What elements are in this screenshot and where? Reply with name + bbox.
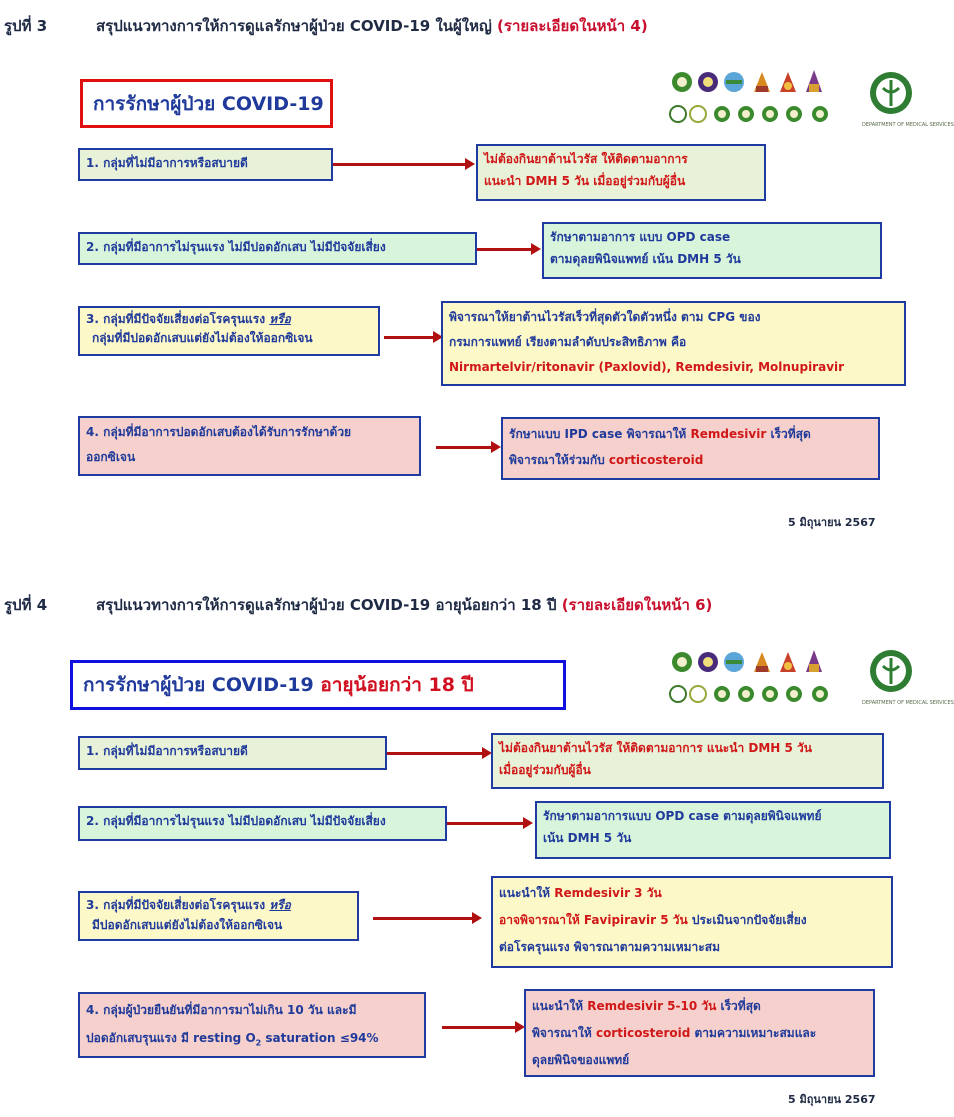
figure-3-title: สรุปแนวทางการให้การดูแลรักษาผู้ป่วย COVID-19 ในผู้ใหญ่ <box>96 17 498 35</box>
fig3-group-1-arrow <box>333 163 466 166</box>
fig3-date: 5 มิถุนายน 2567 <box>788 516 876 529</box>
figure-3-heading: การรักษาผู้ป่วย COVID-19 <box>80 79 333 128</box>
department-logo <box>862 70 954 130</box>
figure-4-title: สรุปแนวทางการให้การดูแลรักษาผู้ป่วย COVID-19 อายุน้อยกว่า 18 ปี <box>96 596 562 614</box>
fig4-group-4-treatment: แนะนำให้ Remdesivir 5-10 วัน เร็วที่สุด พิจารณาให้ corticosteroid ตามความเหมาะสมและ ดุลยพินิจของแพทย์ <box>524 989 875 1077</box>
partner-logos-icon <box>670 68 850 130</box>
figure-4-caption <box>4 593 712 617</box>
fig4-date: 5 มิถุนายน 2567 <box>788 1093 876 1106</box>
fig3-group-4-arrow <box>436 446 492 449</box>
department-of-medical-services-icon-2 <box>862 648 920 696</box>
department-of-medical-services-icon <box>862 70 920 118</box>
fig4-group-3-arrow <box>373 917 473 920</box>
ministry-logos-strip-2 <box>670 648 850 710</box>
partner-logos-icon-2 <box>670 648 850 710</box>
fig3-group-2-box: 2. กลุ่มที่มีอาการไม่รุนแรง ไม่มีปอดอักเสบ ไม่มีปัจจัยเสี่ยง <box>78 232 477 265</box>
fig4-group-1-box: 1. กลุ่มที่ไม่มีอาการหรือสบายดี <box>78 736 387 770</box>
fig4-group-3-box: 3. กลุ่มที่มีปัจจัยเสี่ยงต่อโรครุนแรง หรือ มีปอดอักเสบแต่ยังไม่ต้องให้ออกซิเจน <box>78 891 359 941</box>
figure-4-heading: การรักษาผู้ป่วย COVID-19 อายุน้อยกว่า 18 ปี <box>70 660 566 710</box>
figure-4-page-ref: (รายละเอียดในหน้า 6) <box>561 596 713 614</box>
ministry-logos-strip <box>670 68 850 130</box>
fig4-group-3-treatment: แนะนำให้ Remdesivir 3 วัน อาจพิจารณาให้ Favipiravir 5 วัน ประเมินจากปัจจัยเสี่ยง ต่อโรครุนแรง พิจารณาตามความเหมาะสม <box>491 876 893 968</box>
fig4-group-2-arrow <box>447 822 524 825</box>
figure-3-label: รูปที่ 3 <box>4 17 48 35</box>
figure-3-page-ref: (รายละเอียดในหน้า 4) <box>497 17 648 35</box>
fig4-group-2-box: 2. กลุ่มที่มีอาการไม่รุนแรง ไม่มีปอดอักเสบ ไม่มีปัจจัยเสี่ยง <box>78 806 447 841</box>
figure-3-caption <box>4 14 648 38</box>
fig4-group-1-arrow <box>387 752 483 755</box>
figure-4-label: รูปที่ 4 <box>4 596 48 614</box>
fig4-group-1-treatment: ไม่ต้องกินยาต้านไวรัส ให้ติดตามอาการ แนะนำ DMH 5 วัน เมื่ออยู่ร่วมกับผู้อื่น <box>491 733 884 789</box>
fig3-group-2-treatment: รักษาตามอาการ แบบ OPD case ตามดุลยพินิจแพทย์ เน้น DMH 5 วัน <box>542 222 882 279</box>
department-caption-2: DEPARTMENT OF MEDICAL SERVICES <box>862 700 954 706</box>
fig4-group-4-box: 4. กลุ่มผู้ป่วยยืนยันที่มีอาการมาไม่เกิน 10 วัน และมี ปอดอักเสบรุนแรง มี resting $O_2$ saturation ≤94% <box>78 992 426 1058</box>
fig3-group-1-treatment: ไม่ต้องกินยาต้านไวรัส ให้ติดตามอาการ แนะนำ DMH 5 วัน เมื่ออยู่ร่วมกับผู้อื่น <box>476 144 766 201</box>
fig3-group-4-treatment: รักษาแบบ IPD case พิจารณาให้ Remdesivir เร็วที่สุด พิจารณาให้ร่วมกับ corticosteroid <box>501 417 880 480</box>
fig3-group-3-box: 3. กลุ่มที่มีปัจจัยเสี่ยงต่อโรครุนแรง หรือ กลุ่มที่มีปอดอักเสบแต่ยังไม่ต้องให้ออกซิเจน <box>78 306 380 356</box>
department-logo-2 <box>862 648 954 708</box>
fig3-group-3-arrow <box>384 336 434 339</box>
fig3-group-1-box: 1. กลุ่มที่ไม่มีอาการหรือสบายดี <box>78 148 333 181</box>
fig4-group-2-treatment: รักษาตามอาการแบบ OPD case ตามดุลยพินิจแพทย์ เน้น DMH 5 วัน <box>535 801 891 859</box>
department-caption: DEPARTMENT OF MEDICAL SERVICES <box>862 122 954 128</box>
fig3-group-3-treatment: พิจารณาให้ยาต้านไวรัสเร็วที่สุดตัวใดตัวหนึ่ง ตาม CPG ของ กรมการแพทย์ เรียงตามลำดับประสิทธิภาพ คือ Nirmartelvir/ritonavir (Paxlovid), Remdesivir, Molnupiravir <box>441 301 906 386</box>
fig3-group-4-box: 4. กลุ่มที่มีอาการปอดอักเสบต้องได้รับการรักษาด้วย ออกซิเจน <box>78 416 421 476</box>
fig4-group-4-arrow <box>442 1026 516 1029</box>
fig3-group-2-arrow <box>477 248 532 251</box>
